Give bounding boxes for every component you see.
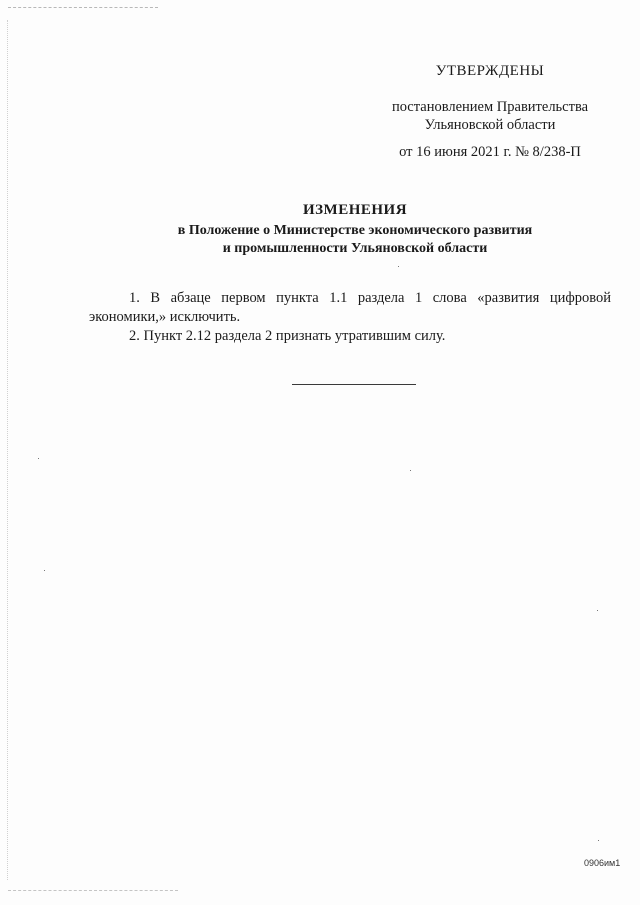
subtitle-line-2: и промышленности Ульяновской области [222,241,488,256]
change-item-2 [89,327,611,346]
document-subtitle [80,222,630,258]
scan-speck [44,570,45,571]
subtitle-line-1: в Положение о Министерстве экономического развития [177,223,533,238]
scan-edge-top [8,7,158,8]
scan-edge-left [7,20,8,880]
change-item-1-text: 1. В абзаце первом пункта 1.1 раздела 1 слова «развития цифровой экономики,» исключить. [89,290,611,325]
end-divider [292,384,416,385]
approval-resolution [360,98,620,134]
scan-speck [410,470,411,471]
scan-speck [398,266,399,267]
document-title: ИЗМЕНЕНИЯ [302,202,408,218]
scan-speck [597,610,598,611]
document-code: 0906им1 [584,858,621,868]
approval-stamp: УТВЕРЖДЕНЫ [435,63,545,79]
resolution-line-2: Ульяновской области [424,117,556,133]
scan-speck [598,840,599,841]
change-item-1 [89,289,611,327]
resolution-line-1: постановлением Правительства [391,99,589,115]
scan-edge-bottom [8,890,178,891]
approval-date: от 16 июня 2021 г. № 8/238-П [399,144,581,160]
scan-speck [38,458,39,459]
change-item-2-text: 2. Пункт 2.12 раздела 2 признать утратившим силу. [129,328,446,344]
